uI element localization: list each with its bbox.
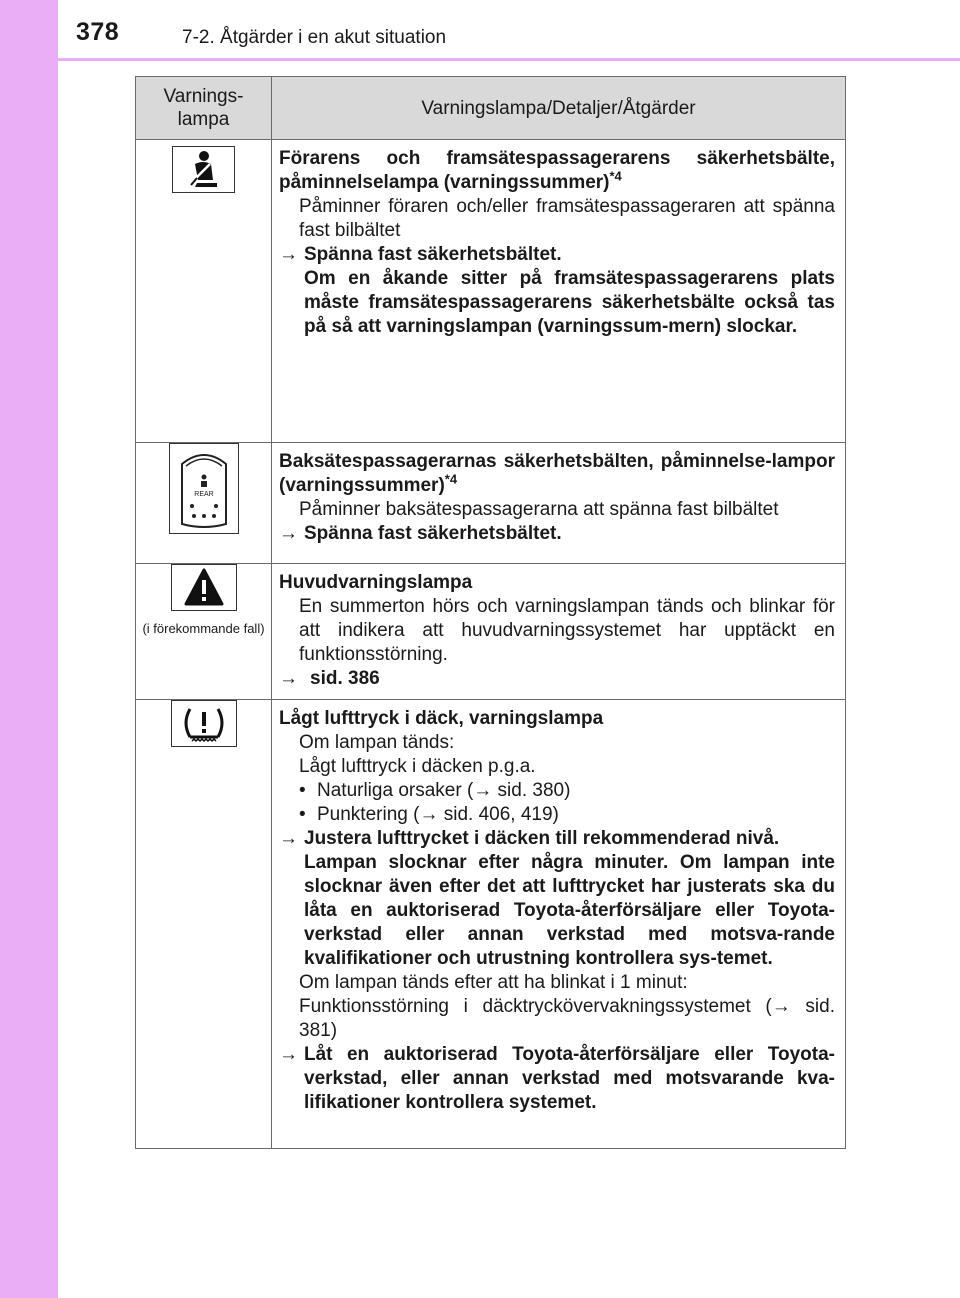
details-cell — [272, 140, 846, 443]
arrow-icon: → — [279, 1044, 298, 1065]
side-color-band — [0, 0, 58, 1298]
row-action: Spänna fast säkerhetsbältet. — [304, 523, 562, 544]
table-row — [136, 700, 846, 1149]
row-title: Huvudvarningslampa — [279, 572, 473, 593]
details-cell — [272, 700, 846, 1149]
page-number: 378 — [76, 18, 120, 46]
row-action: Låt en auktoriserad Toyota-återförsäljare eller Toyota-verkstad, eller annan verkstad med motsvarande kva-lifikationer kontrollera systemet. — [304, 1044, 835, 1113]
lamp-cell — [136, 700, 272, 1149]
table-header-row — [136, 77, 846, 140]
lamp-cell — [136, 564, 272, 700]
tire-pressure-icon — [171, 700, 237, 747]
row-description: Om lampan tänds efter att ha blinkat i 1 minut: — [299, 972, 688, 993]
table-row — [136, 140, 846, 443]
page-reference: sid. 386 — [310, 668, 380, 689]
icon-note: (i förekommande fall) — [142, 621, 265, 636]
lamp-cell — [136, 140, 272, 443]
section-title: 7-2. Åtgärder i en akut situation — [182, 27, 447, 48]
table-row — [136, 564, 846, 700]
header-rule — [58, 58, 960, 61]
row-description: Funktionsstörning i däcktryckövervakningssystemet (→ sid. 381) — [299, 996, 835, 1041]
seatbelt-warning-icon — [172, 146, 235, 193]
arrow-icon: → — [279, 244, 298, 265]
list-item: • Punktering (→ sid. 406, 419) — [299, 804, 559, 825]
arrow-icon: → — [279, 668, 298, 689]
row-description: En summerton hörs och varningslampan tänds och blinkar för att indikera att huvudvarningssystemet har upptäckt en funktionsstörning. — [299, 596, 835, 665]
row-title: Lågt lufttryck i däck, varningslampa — [279, 708, 604, 729]
footnote-ref: *4 — [609, 168, 622, 184]
row-action-note: Lampan slocknar efter några minuter. Om lampan inte slocknar även efter det att lufttrycket har justerats ska du låta en auktoriserad Toyota-återförsäljare eller Toyota-verkstad eller annan verkstad med motsva-rande kvalifikationer och utrustning kontrollera sys-temet. — [304, 852, 835, 969]
rear-seatbelt-icon — [169, 443, 239, 534]
rear-label: REAR — [193, 491, 214, 498]
warning-lamp-table — [135, 76, 846, 1149]
row-description: Om lampan tänds: — [299, 732, 455, 753]
row-description: Lågt lufttryck i däcken p.g.a. — [299, 756, 536, 777]
footnote-ref: *4 — [444, 471, 458, 487]
bullet-icon: • — [299, 804, 306, 825]
row-title: Förarens och framsätespassagerarens säkerhetsbälte, påminnelselampa (varningssummer) — [279, 148, 835, 193]
row-action: Justera lufttrycket i däcken till rekommenderad nivå. — [304, 828, 780, 849]
row-description: Påminner baksätespassagerarna att spänna fast bilbältet — [299, 499, 779, 520]
arrow-icon: → — [279, 523, 298, 544]
master-warning-icon — [171, 564, 237, 611]
bullet-icon: • — [299, 780, 306, 801]
list-item: • Naturliga orsaker (→ sid. 380) — [299, 780, 571, 801]
column-header-lamp: Varnings- lampa — [136, 77, 272, 140]
row-description: Påminner föraren och/eller framsätespassageraren att spänna fast bilbältet — [299, 196, 835, 241]
details-cell — [272, 443, 846, 564]
details-cell — [272, 564, 846, 700]
arrow-icon: → — [279, 828, 298, 849]
table-row — [136, 443, 846, 564]
lamp-cell — [136, 443, 272, 564]
row-action-note: Om en åkande sitter på framsätespassagerarens plats måste framsätespassagerarens säkerhetsbälte också tas på så att varningslampan (varningssum-mern) slockar. — [304, 268, 835, 337]
column-header-details: Varningslampa/Detaljer/Åtgärder — [272, 77, 846, 140]
row-title: Baksätespassagerarnas säkerhetsbälten, påminnelse-lampor (varningssummer) — [279, 451, 835, 496]
row-action: Spänna fast säkerhetsbältet. — [304, 244, 562, 265]
